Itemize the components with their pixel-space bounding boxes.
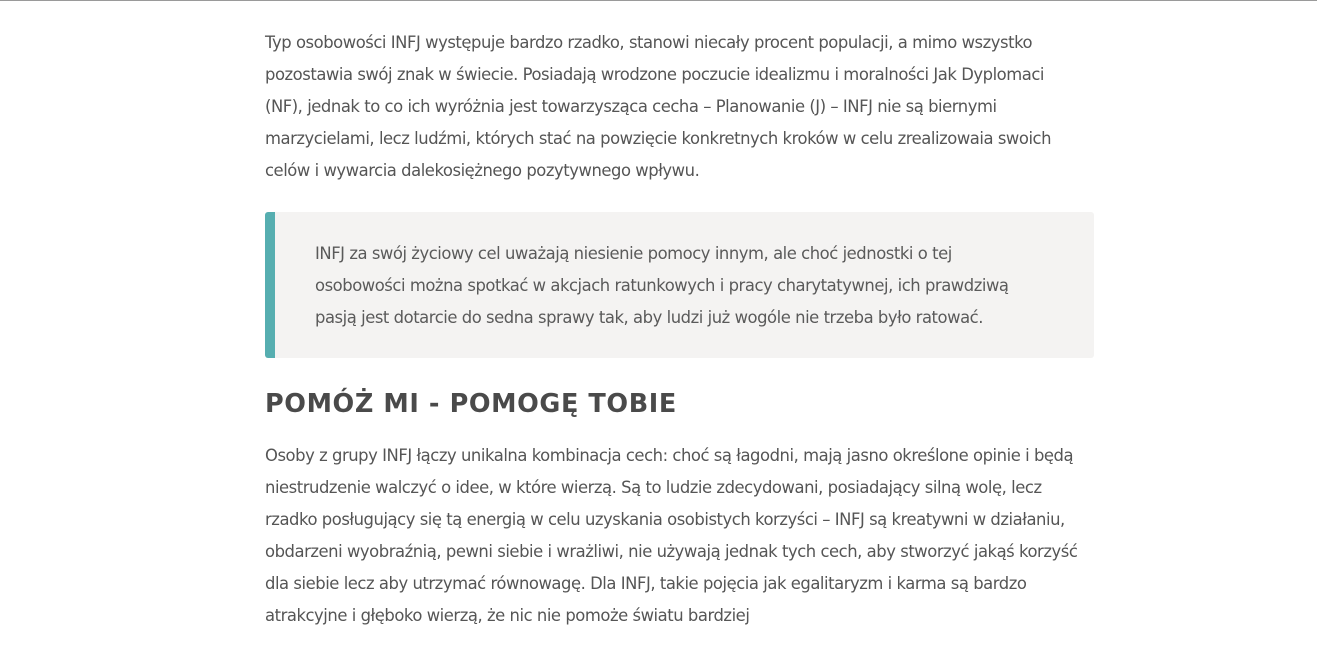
pull-quote-text: INFJ za swój życiowy cel uważają niesienie pomocy innym, ale choć jednostki o tej osobowości można spotkać w akcjach ratunkowych i pracy charytatywnej, ich prawdziwą pasją jest dotarcie do sedna sprawy tak, aby ludzi już wogóle nie trzeba było ratować. (315, 244, 1009, 327)
article-body (265, 27, 1084, 632)
pull-quote (265, 212, 1094, 358)
intro-paragraph: Typ osobowości INFJ występuje bardzo rzadko, stanowi niecały procent populacji, a mimo wszystko pozostawia swój znak w świecie. Posiadają wrodzone poczucie idealizmu i moralności Jak Dyplomaci (NF), jednak to co ich wyróżnia jest towarzysząca cecha – Planowanie (J) – INFJ nie są biernymi marzycielami, lecz ludźmi, których stać na powzięcie konkretnych kroków w celu zrealizowaia swoich celów i wywarcia dalekosiężnego pozytywnego wpływu. (265, 33, 1052, 180)
section-heading: POMÓŻ MI - POMOGĘ TOBIE (265, 389, 677, 419)
top-divider (0, 0, 1317, 1)
section-paragraph: Osoby z grupy INFJ łączy unikalna kombinacja cech: choć są łagodni, mają jasno określone opinie i będą niestrudzenie walczyć o idee, w które wierzą. Są to ludzie zdecydowani, posiadający silną wolę, lecz rzadko posługujący się tą energią w celu uzyskania osobistych korzyści – INFJ są kreatywni w działaniu, obdarzeni wyobraźnią, pewni siebie i wrażliwi, nie używają jednak tych cech, aby stworzyć jakąś korzyść dla siebie lecz aby utrzymać równowagę. Dla INFJ, takie pojęcia jak egalitaryzm i karma są bardzo atrakcyjne i głęboko wierzą, że nic nie pomoże światu bardziej (265, 446, 1078, 625)
